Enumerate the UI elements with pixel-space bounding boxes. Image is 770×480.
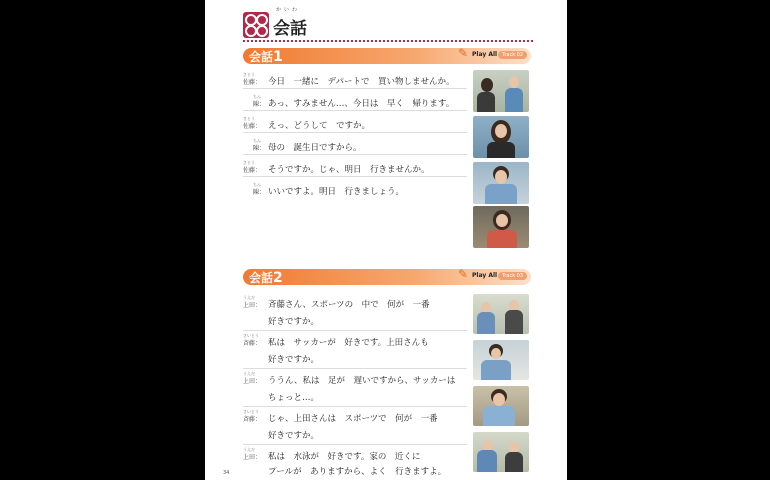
- play-all-button[interactable]: Play All: [472, 51, 498, 58]
- dialogue-text: 私は 水泳が 好きです。家の 近くに: [268, 452, 421, 462]
- dialogue-line: [243, 154, 467, 177]
- header-ruby: かいわ: [276, 7, 301, 13]
- section-2-title: 会話2: [249, 270, 283, 286]
- track-badge[interactable]: Track 02: [498, 51, 527, 59]
- dialogue-text: 私は サッカーが 好きです。上田さんも: [268, 338, 429, 348]
- dialogue-line: [243, 444, 467, 480]
- speaker-name: 上田：: [243, 302, 262, 309]
- pen-icon: ✎: [458, 46, 469, 60]
- dialogue-line: [243, 330, 467, 369]
- dialogue-line: [243, 110, 467, 133]
- page-number: 34: [223, 470, 230, 476]
- dialogue-text-continued: プールが ありますから、よく 行きますよ。: [268, 467, 447, 477]
- track-badge[interactable]: Track 03: [498, 272, 527, 280]
- dialogue-text-continued: ちょっと…。: [268, 393, 320, 403]
- dialogue-line: [243, 68, 467, 89]
- dialogue-text-continued: 好きですか。: [268, 431, 320, 441]
- speaker-ruby: うえだ: [243, 371, 255, 376]
- section-2-bar: [243, 269, 531, 285]
- header-divider: [243, 40, 533, 42]
- speaker-name: 斉藤：: [243, 340, 262, 347]
- photo-students-talking: [473, 432, 529, 472]
- conversation-icon: [243, 12, 269, 38]
- speaker-ruby: うえだ: [243, 295, 255, 300]
- speaker-ruby: さとう: [243, 116, 255, 121]
- dialogue-text-continued: 好きですか。: [268, 355, 320, 365]
- dialogue-line: [243, 406, 467, 445]
- speaker-ruby: うえだ: [243, 447, 255, 452]
- photo-student-reading: [473, 340, 529, 380]
- dialogue-text: えっ、どうして ですか。: [268, 121, 371, 131]
- speaker-name: 陳：: [253, 101, 266, 108]
- page-title: 会話: [273, 19, 307, 39]
- speaker-name: 陳：: [253, 189, 266, 196]
- lesson-header: [243, 6, 533, 38]
- speaker-name: 上田：: [243, 378, 262, 385]
- speaker-name: 佐藤：: [243, 79, 262, 86]
- speaker-name: 上田：: [243, 454, 262, 461]
- dialogue-line: [243, 176, 467, 198]
- photo-male-student: [473, 162, 529, 204]
- dialogue-line: [243, 368, 467, 407]
- photo-smiling-student: [473, 386, 529, 426]
- speaker-ruby: さいとう: [243, 409, 259, 414]
- dialogue-text: いいですよ。明日 行きましょう。: [268, 187, 405, 197]
- dialogue-text: 母の 誕生日ですから。: [268, 143, 362, 153]
- dialogue-text: 今日 一緒に デパートで 買い物しませんか。: [268, 77, 455, 87]
- textbook-page: [205, 0, 567, 480]
- photo-two-students: [473, 70, 529, 112]
- photo-student-with-book: [473, 206, 529, 248]
- speaker-name: 陳：: [253, 145, 266, 152]
- speaker-ruby: さとう: [243, 160, 255, 165]
- speaker-ruby: さいとう: [243, 333, 259, 338]
- section-1-title: 会話1: [249, 49, 283, 65]
- dialogue-line: [243, 88, 467, 111]
- speaker-ruby: さとう: [243, 72, 255, 77]
- pen-icon: ✎: [458, 267, 469, 281]
- dialogue-text: じゃ、上田さんは スポーツで 何が 一番: [268, 414, 438, 424]
- dialogue-text: 斉藤さん、スポーツの 中で 何が 一番: [268, 300, 430, 310]
- speaker-name: 佐藤：: [243, 123, 262, 130]
- dialogue-text-continued: 好きですか。: [268, 317, 320, 327]
- dialogue-line: [243, 292, 467, 331]
- speaker-name: 佐藤：: [243, 167, 262, 174]
- speaker-ruby: ちん: [253, 182, 261, 187]
- dialogue-text: あっ、すみません…、今日は 早く 帰ります。: [268, 99, 455, 109]
- section-1-bar: [243, 48, 531, 64]
- photo-students-at-desk: [473, 294, 529, 334]
- dialogue-text: そうですか。じゃ、明日 行きませんか。: [268, 165, 430, 175]
- speaker-ruby: ちん: [253, 138, 261, 143]
- play-all-button[interactable]: Play All: [472, 272, 498, 279]
- dialogue-text: ううん、私は 足が 遅いですから、サッカーは: [268, 376, 456, 386]
- speaker-ruby: ちん: [253, 94, 261, 99]
- dialogue-line: [243, 132, 467, 155]
- speaker-name: 斉藤：: [243, 416, 262, 423]
- photo-female-student: [473, 116, 529, 158]
